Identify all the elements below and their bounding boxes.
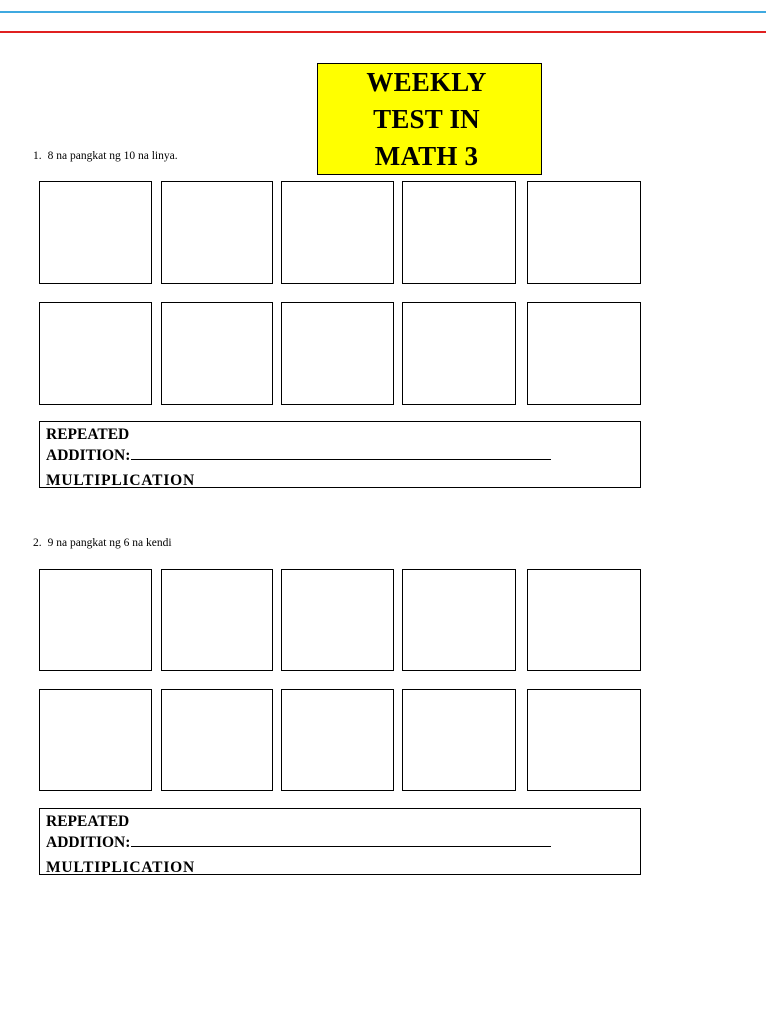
drawing-box[interactable] [39,181,152,284]
addition-blank[interactable] [131,445,551,460]
drawing-box[interactable] [39,689,152,791]
question-number: 2. [33,537,42,549]
multiplication-label: MULTIPLICATION [46,859,196,875]
addition-line [46,445,551,466]
addition-label: ADDITION: [46,834,131,851]
drawing-box[interactable] [161,689,273,791]
multiplication-label: MULTIPLICATION [46,472,196,488]
title-line: TEST IN [373,103,480,134]
addition-line [46,832,551,853]
drawing-box[interactable] [281,689,394,791]
drawing-box[interactable] [402,569,516,671]
drawing-box[interactable] [39,302,152,405]
top-red-rule [0,31,766,33]
drawing-box[interactable] [527,689,641,791]
drawing-box[interactable] [527,181,641,284]
drawing-box[interactable] [161,181,273,284]
answer-box[interactable] [39,421,641,488]
top-blue-rule [0,11,766,13]
title-box [317,63,542,175]
drawing-box[interactable] [281,569,394,671]
drawing-box[interactable] [281,181,394,284]
answer-box[interactable] [39,808,641,875]
addition-blank[interactable] [131,832,551,847]
drawing-box[interactable] [39,569,152,671]
question-text: 9 na pangkat ng 6 na kendi [47,537,172,549]
drawing-box[interactable] [527,569,641,671]
repeated-label: REPEATED [46,813,130,830]
question-text: 8 na pangkat ng 10 na linya. [47,150,178,162]
drawing-box[interactable] [527,302,641,405]
drawing-box[interactable] [402,302,516,405]
drawing-box[interactable] [161,302,273,405]
drawing-box[interactable] [281,302,394,405]
addition-label: ADDITION: [46,447,131,464]
question-1 [33,150,178,162]
drawing-box[interactable] [161,569,273,671]
drawing-box[interactable] [402,181,516,284]
drawing-box[interactable] [402,689,516,791]
repeated-label: REPEATED [46,426,130,443]
title-line: MATH 3 [374,140,479,171]
title-line: WEEKLY [366,66,487,97]
question-2 [33,537,172,549]
question-number: 1. [33,150,42,162]
